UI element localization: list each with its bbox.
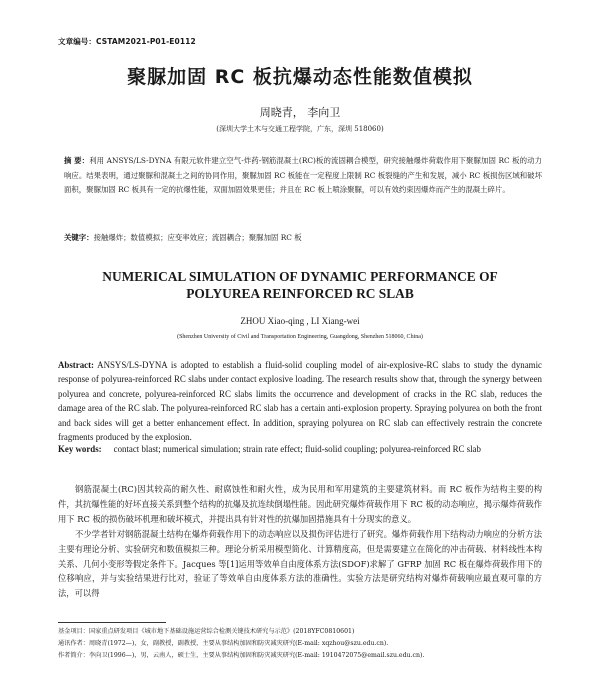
article-number: 文章编号：CSTAM2021-P01-E0112	[58, 37, 196, 46]
chinese-keywords-label: 关键字：	[64, 233, 94, 242]
english-keywords	[58, 442, 542, 456]
chinese-abstract-label: 摘 要：	[64, 156, 90, 165]
english-affiliation: (Shenzhen University of Civil and Transportation Engineering, Guangdong, Shenzhen 518060, China)	[177, 334, 423, 340]
english-abstract-text: ANSYS/LS-DYNA is adopted to establish a fluid-solid coupling model of air-explosive-RC slabs to study the dynamic response of polyurea-reinforced RC slabs under contact explosive loading. The research results show that, through the synergy between polyurea and concrete, polyurea-reinforced RC slabs limits the occurrence and development of cracks in the RC slab, reduces the damage area of the RC slab. The polyurea-reinforced RC slab has a certain anti-explosion property. Spraying polyurea on both the front and back sides will get a better enhancement effect. In addition, spraying polyurea on RC slab can effectively restrain the concrete fragments produced by the explosion.	[58, 360, 542, 443]
footnotes	[58, 626, 542, 662]
footnote-author-bio: 作者简介：李向卫(1996—)，男，云南人，硕士生，主要从事结构加固和防灾减灾研究(E-mail: 1910472075@email.szu.edu.cn).	[58, 652, 425, 659]
footnote-fund: 基金项目：国家重点研发项目《城市地下基础设施运营综合检测关键技术研究与示范》(2018YFC0810601)	[58, 628, 355, 635]
english-title	[0, 268, 600, 302]
english-abstract	[58, 358, 542, 444]
chinese-keywords-text: 接触爆炸；数值模拟；应变率效应；流固耦合；聚脲加固 RC 板	[93, 233, 302, 242]
english-authors: ZHOU Xiao-qing , LI Xiang-wei	[240, 316, 360, 326]
chinese-keywords	[64, 232, 542, 243]
body-paragraph-2: 不少学者针对钢筋混凝土结构在爆炸荷载作用下的动态响应以及损伤评估进行了研究。爆炸荷载作用下结构动力响应的分析方法主要有理论分析、实验研究和数值模拟三种。理论分析采用模型简化、计算精度高，但是需要建立在简化的冲击荷载、材料线性本构关系、几何小变形等假定条件下。Jacques 等[1]运用等效单自由度体系方法(SDOF)求解了 GFRP 加固 RC 板在爆炸荷载作用下的位移响应，并与实验结果进行比对，验证了等效单自由度体系方法的准确性。实验方法是研究结构对爆炸荷载响应最直观可靠的方法，可以得	[58, 528, 542, 599]
english-keywords-label: Key words:	[58, 444, 102, 454]
footnote-corresponding-author: 通讯作者：周晓青(1972—)，女，副教授，副教授，主要从事结构加固和防灾减灾研究(E-mail: xqzhou@szu.edu.cn).	[58, 640, 389, 647]
footnote-divider	[58, 622, 166, 623]
english-title-line-1: NUMERICAL SIMULATION OF DYNAMIC PERFORMANCE OF	[102, 269, 498, 284]
chinese-abstract-text: 利用 ANSYS/LS-DYNA 有限元软件建立空气-炸药-钢筋混凝土(RC)板的流固耦合模型，研究接触爆炸荷载作用下聚脲加固 RC 板的动力响应。结果表明，通过聚脲和混凝土之间的协同作用，聚脲加固 RC 板能在一定程度上限制 RC 板裂缝的产生和发展，减小 RC 板损伤区域和破坏面积，聚脲加固 RC 板具有一定的抗爆性能，双面加固效果更佳；并且在 RC 板上喷涂聚脲，可以有效约束因爆炸而产生的混凝土碎片。	[64, 156, 543, 195]
english-keywords-text: contact blast; numerical simulation; strain rate effect; fluid-solid coupling; polyurea-reinforced RC slab	[113, 444, 481, 454]
body-text	[58, 482, 542, 601]
chinese-abstract	[64, 154, 542, 198]
english-title-line-2: POLYUREA REINFORCED RC SLAB	[186, 286, 414, 301]
body-paragraph-1: 钢筋混凝土(RC)因其较高的耐久性、耐腐蚀性和耐火性，成为民用和军用建筑的主要建筑材料。而 RC 板作为结构主要的构件，其抗爆性能的好坏直接关系到整个结构的抗爆及抗连续倒塌性能。因此研究爆炸荷载作用下 RC 板的动态响应，揭示爆炸荷载作用下 RC 板的损伤破坏机理和破坏模式，并提出具有针对性的抗爆加固措施具有十分现实的意义。	[58, 484, 542, 524]
english-abstract-label: Abstract:	[58, 360, 94, 370]
chinese-authors: 周晓青， 李向卫	[259, 106, 341, 119]
chinese-title: 聚脲加固 RC 板抗爆动态性能数值模拟	[127, 66, 473, 88]
chinese-affiliation: (深圳大学土木与交通工程学院，广东，深圳 518060)	[216, 125, 384, 133]
